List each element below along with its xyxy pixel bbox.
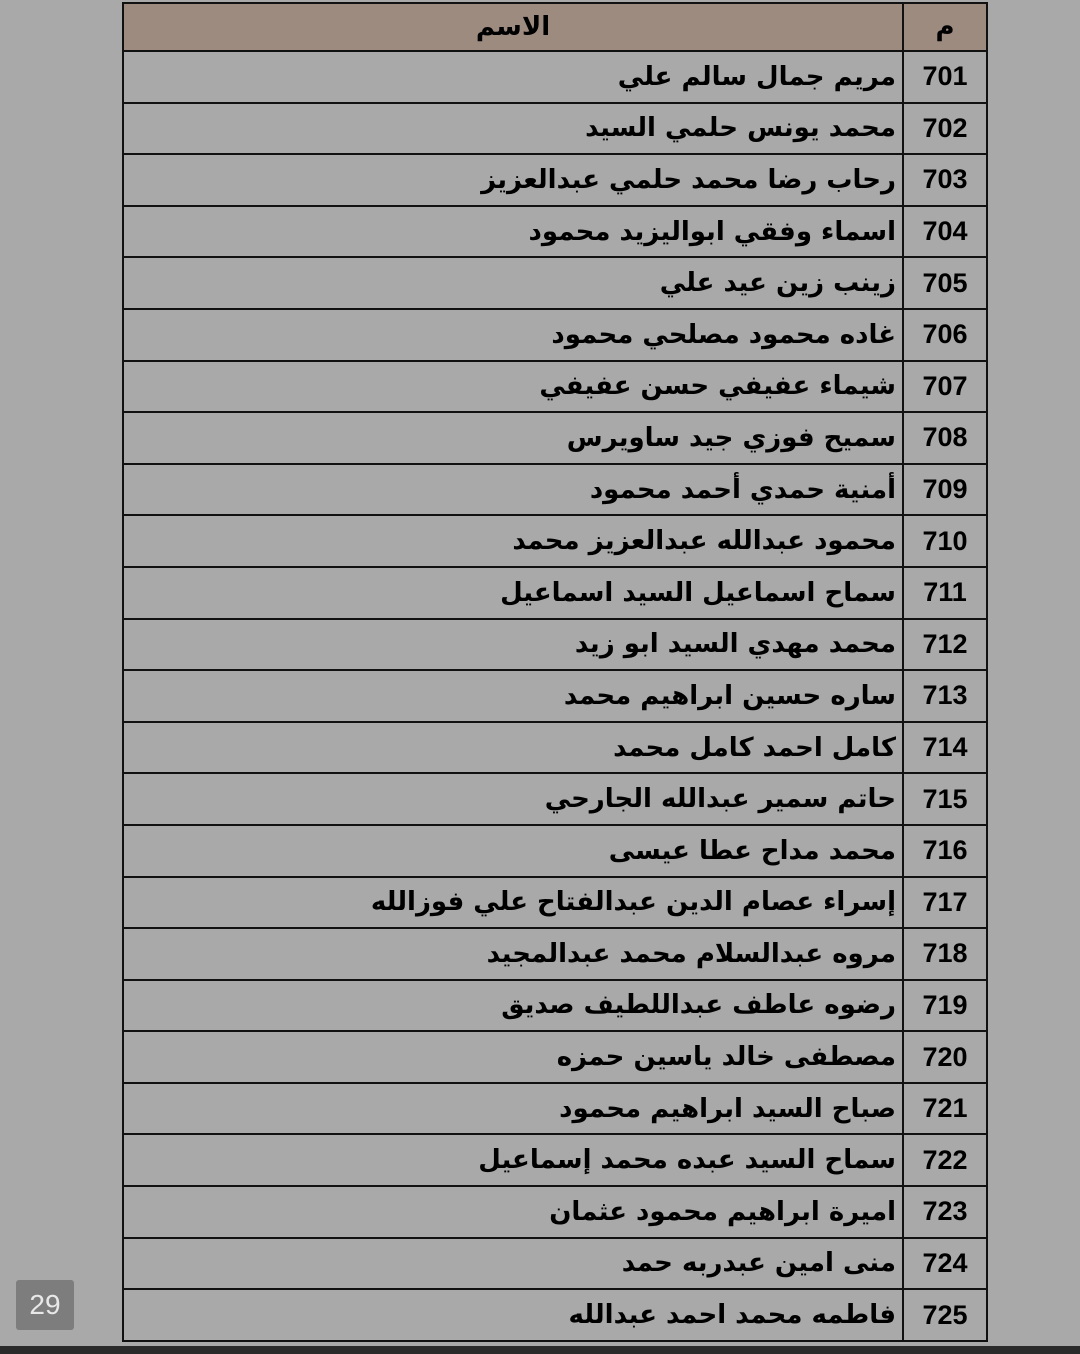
table-row <box>123 825 987 877</box>
row-name: شيماء عفيفي حسن عفيفي <box>123 361 903 413</box>
row-name: سماح السيد عبده محمد إسماعيل <box>123 1134 903 1186</box>
table-row <box>123 103 987 155</box>
bottom-edge-strip <box>0 1346 1080 1354</box>
row-number: 701 <box>903 51 987 103</box>
row-name: مريم جمال سالم علي <box>123 51 903 103</box>
table-body <box>123 51 987 1341</box>
row-number: 723 <box>903 1186 987 1238</box>
table-row <box>123 722 987 774</box>
row-number: 705 <box>903 257 987 309</box>
header-number: م <box>903 3 987 51</box>
header-name: الاسم <box>123 3 903 51</box>
row-number: 713 <box>903 670 987 722</box>
table-row <box>123 567 987 619</box>
table-row <box>123 412 987 464</box>
row-number: 703 <box>903 154 987 206</box>
names-table <box>122 2 988 1342</box>
row-number: 711 <box>903 567 987 619</box>
table-row <box>123 1238 987 1290</box>
row-number: 706 <box>903 309 987 361</box>
row-name: إسراء عصام الدين عبدالفتاح علي فوزالله <box>123 877 903 929</box>
table-row <box>123 1289 987 1341</box>
row-number: 707 <box>903 361 987 413</box>
row-number: 716 <box>903 825 987 877</box>
row-number: 704 <box>903 206 987 258</box>
row-name: كامل احمد كامل محمد <box>123 722 903 774</box>
table-row <box>123 980 987 1032</box>
row-number: 722 <box>903 1134 987 1186</box>
row-name: غاده محمود مصلحي محمود <box>123 309 903 361</box>
table-row <box>123 206 987 258</box>
row-name: محمد مداح عطا عيسى <box>123 825 903 877</box>
row-name: زينب زين عيد علي <box>123 257 903 309</box>
row-name: رحاب رضا محمد حلمي عبدالعزيز <box>123 154 903 206</box>
row-number: 712 <box>903 619 987 671</box>
row-name: اسماء وفقي ابواليزيد محمود <box>123 206 903 258</box>
row-number: 720 <box>903 1031 987 1083</box>
table-row <box>123 773 987 825</box>
table-row <box>123 51 987 103</box>
row-number: 714 <box>903 722 987 774</box>
table-row <box>123 619 987 671</box>
row-number: 721 <box>903 1083 987 1135</box>
row-number: 715 <box>903 773 987 825</box>
table-row <box>123 1083 987 1135</box>
table-row <box>123 154 987 206</box>
row-number: 717 <box>903 877 987 929</box>
row-name: حاتم سمير عبدالله الجارحي <box>123 773 903 825</box>
row-number: 718 <box>903 928 987 980</box>
row-number: 702 <box>903 103 987 155</box>
row-number: 708 <box>903 412 987 464</box>
table-row <box>123 928 987 980</box>
table-row <box>123 877 987 929</box>
table-row <box>123 1031 987 1083</box>
row-number: 725 <box>903 1289 987 1341</box>
row-name: أمنية حمدي أحمد محمود <box>123 464 903 516</box>
row-name: اميرة ابراهيم محمود عثمان <box>123 1186 903 1238</box>
table-row <box>123 464 987 516</box>
row-name: مصطفى خالد ياسين حمزه <box>123 1031 903 1083</box>
row-name: سميح فوزي جيد ساويرس <box>123 412 903 464</box>
table-row <box>123 515 987 567</box>
row-name: فاطمه محمد احمد عبدالله <box>123 1289 903 1341</box>
row-name: ساره حسين ابراهيم محمد <box>123 670 903 722</box>
table-row <box>123 309 987 361</box>
table-row <box>123 361 987 413</box>
table-header-row <box>123 3 987 51</box>
row-number: 719 <box>903 980 987 1032</box>
row-name: مروه عبدالسلام محمد عبدالمجيد <box>123 928 903 980</box>
row-name: سماح اسماعيل السيد اسماعيل <box>123 567 903 619</box>
row-name: محمد يونس حلمي السيد <box>123 103 903 155</box>
row-number: 710 <box>903 515 987 567</box>
table-row <box>123 1134 987 1186</box>
row-name: منى امين عبدربه حمد <box>123 1238 903 1290</box>
table-row <box>123 1186 987 1238</box>
row-number: 724 <box>903 1238 987 1290</box>
table-row <box>123 670 987 722</box>
row-name: محمود عبدالله عبدالعزيز محمد <box>123 515 903 567</box>
row-name: محمد مهدي السيد ابو زيد <box>123 619 903 671</box>
row-number: 709 <box>903 464 987 516</box>
row-name: رضوه عاطف عبداللطيف صديق <box>123 980 903 1032</box>
table-row <box>123 257 987 309</box>
row-name: صباح السيد ابراهيم محمود <box>123 1083 903 1135</box>
page-number-badge: 29 <box>16 1280 74 1330</box>
